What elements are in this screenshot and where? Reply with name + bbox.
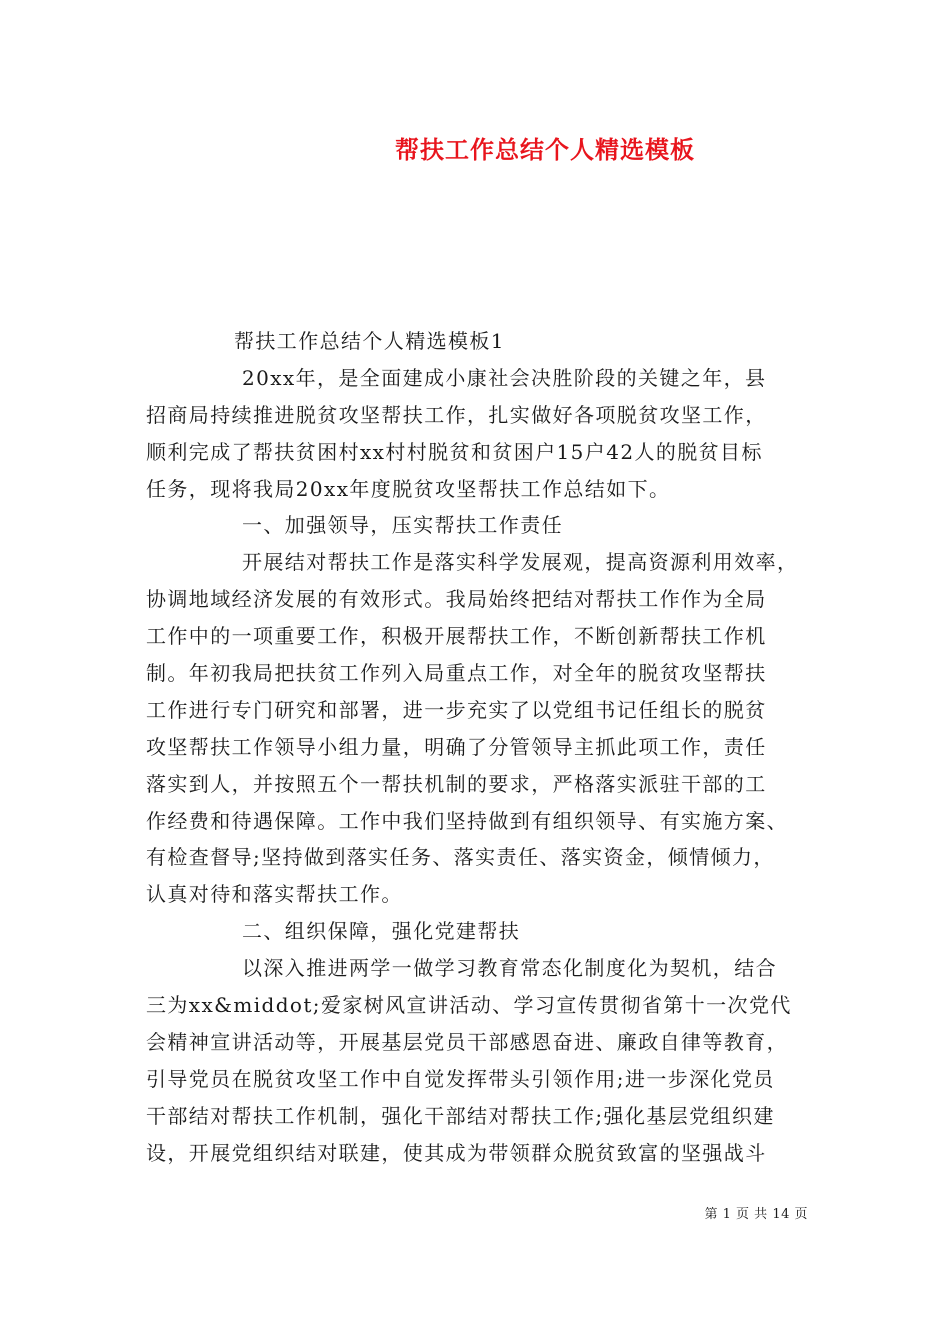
paragraph-line: 20xx年，是全面建成小康社会决胜阶段的关键之年，县 (242, 365, 767, 390)
paragraph-line: 落实到人，并按照五个一帮扶机制的要求，严格落实派驻干部的工 (146, 771, 767, 796)
paragraph-line: 攻坚帮扶工作领导小组力量，明确了分管领导主抓此项工作，责任 (146, 734, 767, 759)
paragraph-line: 三为xx&middot;爱家树风宣讲活动、学习宣传贯彻省第十一次党代 (146, 993, 792, 1018)
paragraph-line: 干部结对帮扶工作机制，强化干部结对帮扶工作;强化基层党组织建 (146, 1103, 775, 1128)
paragraph-line: 开展结对帮扶工作是落实科学发展观，提高资源利用效率， (242, 550, 799, 575)
section-heading: 二、组织保障，强化党建帮扶 (242, 919, 521, 944)
paragraph-line: 任务，现将我局20xx年度脱贫攻坚帮扶工作总结如下。 (146, 476, 671, 501)
paragraph-line: 顺利完成了帮扶贫困村xx村村脱贫和贫困户15户42人的脱贫目标 (146, 439, 763, 464)
paragraph-line: 会精神宣讲活动等，开展基层党员干部感恩奋进、廉政自律等教育， (146, 1029, 788, 1054)
paragraph-line: 引导党员在脱贫攻坚工作中自觉发挥带头引领作用;进一步深化党员 (146, 1066, 775, 1091)
paragraph-line: 作经费和待遇保障。工作中我们坚持做到有组织领导、有实施方案、 (146, 808, 788, 833)
section-heading: 一、加强领导，压实帮扶工作责任 (242, 513, 563, 538)
paragraph-line: 认真对待和落实帮扶工作。 (146, 882, 403, 907)
paragraph-line: 制。年初我局把扶贫工作列入局重点工作，对全年的脱贫攻坚帮扶 (146, 661, 767, 686)
page-number: 第 1 页 共 14 页 (704, 1207, 808, 1222)
paragraph-line: 协调地域经济发展的有效形式。我局始终把结对帮扶工作作为全局 (146, 587, 767, 612)
paragraph-line: 以深入推进两学一做学习教育常态化制度化为契机，结合 (242, 956, 777, 981)
document-title: 帮扶工作总结个人精选模板 (395, 135, 695, 164)
paragraph-line: 招商局持续推进脱贫攻坚帮扶工作，扎实做好各项脱贫攻坚工作， (146, 402, 767, 427)
paragraph-line: 设，开展党组织结对联建，使其成为带领群众脱贫致富的坚强战斗 (146, 1140, 767, 1165)
paragraph-line: 工作进行专门研究和部署，进一步充实了以党组书记任组长的脱贫 (146, 697, 767, 722)
subtitle: 帮扶工作总结个人精选模板1 (234, 329, 505, 353)
document-body (146, 323, 814, 1171)
paragraph-line: 工作中的一项重要工作，积极开展帮扶工作，不断创新帮扶工作机 (146, 624, 767, 649)
paragraph-line: 有检查督导;坚持做到落实任务、落实责任、落实资金，倾情倾力， (146, 845, 775, 870)
